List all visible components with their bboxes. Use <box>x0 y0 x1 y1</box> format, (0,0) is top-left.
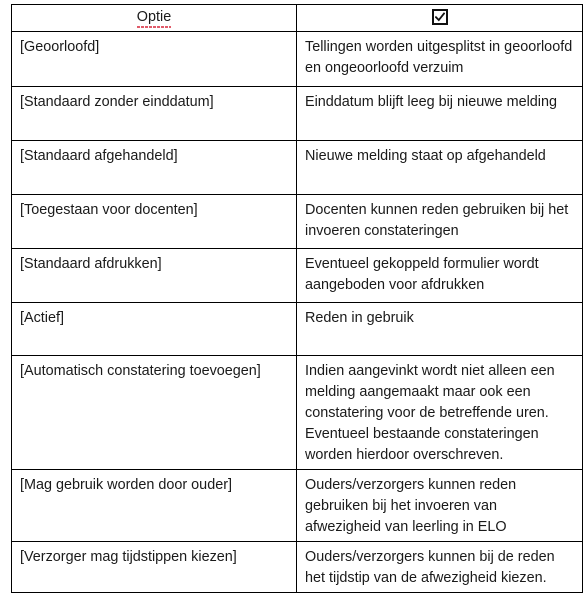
option-cell: [Standaard afdrukken] <box>12 249 297 303</box>
table-row <box>12 470 583 542</box>
description-cell: Einddatum blijft leeg bij nieuwe melding <box>297 87 583 141</box>
description-cell: Ouders/verzorgers kunnen bij de reden het tijdstip van de afwezigheid kiezen. <box>297 542 583 593</box>
description-cell: Ouders/verzorgers kunnen reden gebruiken bij het invoeren van afwezigheid van leerling in ELO <box>297 470 583 542</box>
description-cell: Docenten kunnen reden gebruiken bij het invoeren constateringen <box>297 195 583 249</box>
table-row <box>12 303 583 356</box>
option-cell: [Verzorger mag tijdstippen kiezen] <box>12 542 297 593</box>
header-option-label: Optie <box>136 8 172 25</box>
option-cell: [Mag gebruik worden door ouder] <box>12 470 297 542</box>
option-cell: [Geoorloofd] <box>12 32 297 87</box>
header-check-cell <box>297 5 583 32</box>
option-cell: [Automatisch constatering toevoegen] <box>12 356 297 470</box>
table-row <box>12 542 583 593</box>
table-row <box>12 32 583 87</box>
checkbox-checked-icon <box>432 9 448 25</box>
header-option-cell <box>12 5 297 32</box>
table-header-row <box>12 5 583 32</box>
option-cell: [Toegestaan voor docenten] <box>12 195 297 249</box>
description-cell: Tellingen worden uitgesplitst in geoorloofd en ongeoorloofd verzuim <box>297 32 583 87</box>
option-cell: [Standaard zonder einddatum] <box>12 87 297 141</box>
table-row <box>12 87 583 141</box>
description-cell: Reden in gebruik <box>297 303 583 356</box>
description-cell: Nieuwe melding staat op afgehandeld <box>297 141 583 195</box>
table-row <box>12 195 583 249</box>
table-row <box>12 249 583 303</box>
description-cell: Indien aangevinkt wordt niet alleen een melding aangemaakt maar ook een constatering voor de betreffende uren. Eventueel bestaande constateringen worden hierdoor overschreven. <box>297 356 583 470</box>
table-row <box>12 141 583 195</box>
option-cell: [Standaard afgehandeld] <box>12 141 297 195</box>
description-cell: Eventueel gekoppeld formulier wordt aangeboden voor afdrukken <box>297 249 583 303</box>
table-row <box>12 356 583 470</box>
options-table <box>11 4 583 593</box>
option-cell: [Actief] <box>12 303 297 356</box>
